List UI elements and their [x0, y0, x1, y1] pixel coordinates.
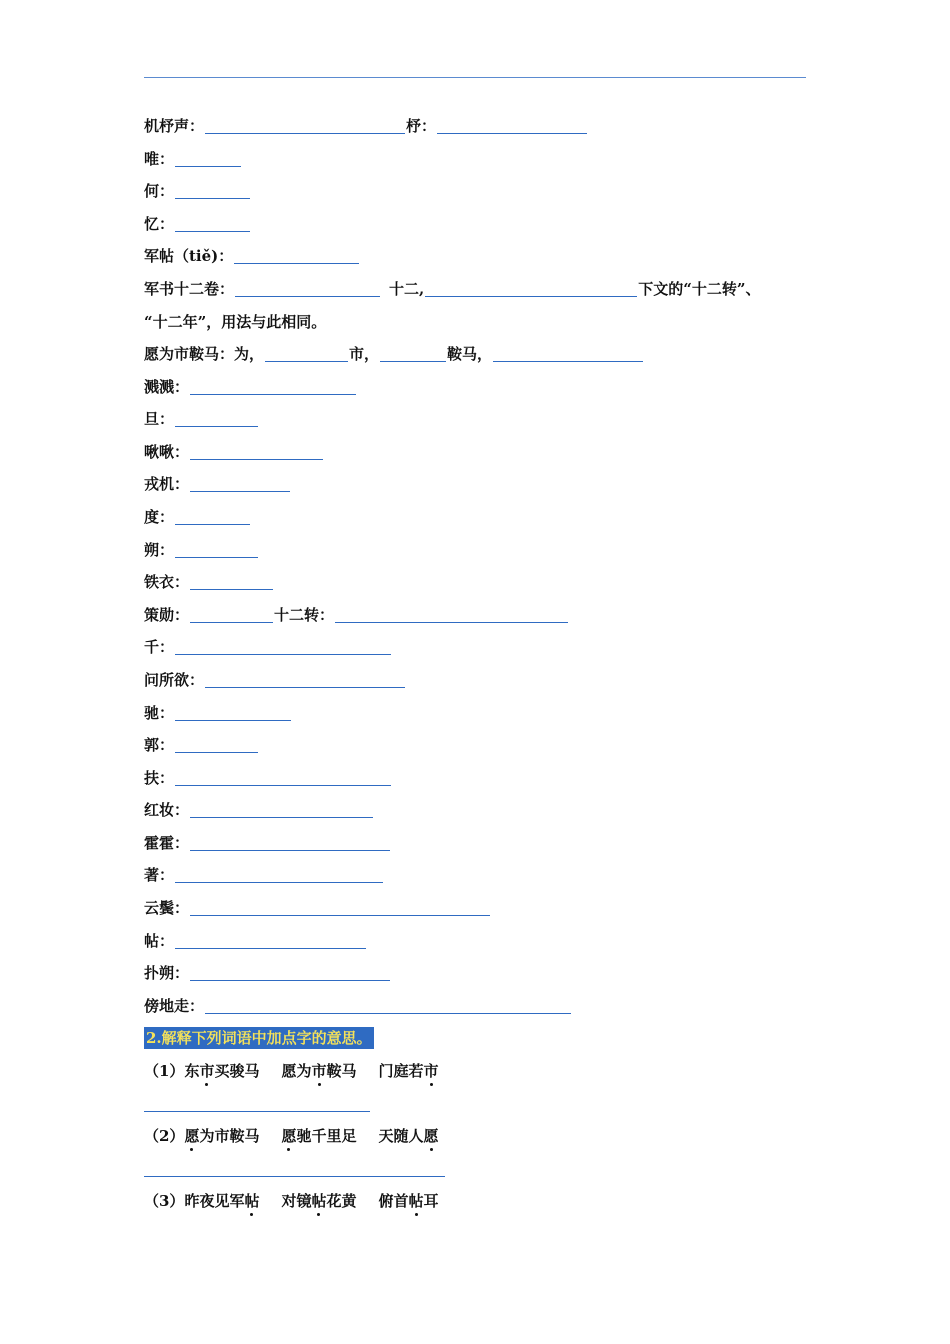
question-number: （3） [144, 1192, 185, 1210]
phrase-text: 耳 [423, 1192, 439, 1210]
term-label: 度： [144, 508, 175, 526]
term-label: 戎机： [144, 475, 190, 493]
answer-blank[interactable] [175, 181, 250, 199]
vocab-row [144, 637, 392, 659]
answer-blank[interactable] [235, 279, 380, 297]
vocab-row-continued [144, 312, 326, 334]
term-label: 军书十二卷： [144, 280, 235, 298]
vocab-row [144, 507, 251, 529]
vocab-row [144, 865, 384, 887]
dotted-char: 市 [423, 1062, 439, 1080]
question-1 [144, 1061, 439, 1081]
vocab-row [144, 670, 406, 692]
answer-line[interactable] [144, 1176, 445, 1177]
answer-blank[interactable] [175, 540, 258, 558]
note-text: “十二年”，用法与此相同。 [144, 313, 327, 331]
answer-blank[interactable] [175, 768, 391, 786]
dotted-char: 市 [199, 1062, 215, 1080]
term-label: 十二转： [274, 606, 335, 624]
dotted-char: 帖 [311, 1192, 327, 1210]
vocab-row [144, 246, 360, 268]
answer-line[interactable] [144, 1111, 370, 1112]
dotted-char: 帖 [408, 1192, 424, 1210]
phrase-text: 花黄 [326, 1192, 357, 1210]
question-3 [144, 1191, 439, 1211]
answer-blank[interactable] [493, 344, 643, 362]
term-label: 著： [144, 866, 175, 884]
term-label: 啾啾： [144, 443, 190, 461]
answer-blank[interactable] [175, 214, 250, 232]
term-label: 机杼声： [144, 117, 205, 135]
answer-blank[interactable] [425, 279, 637, 297]
answer-blank[interactable] [190, 898, 490, 916]
answer-blank[interactable] [190, 963, 390, 981]
term-label: 市， [349, 345, 380, 363]
term-label: 军帖（tiě)： [144, 247, 234, 265]
dotted-char: 愿 [423, 1127, 439, 1145]
dotted-char: 愿 [281, 1127, 297, 1145]
question-number: （1） [144, 1062, 185, 1080]
question-number: （2） [144, 1127, 185, 1145]
term-label: 扶： [144, 769, 175, 787]
phrase-text: 昨夜见军 [184, 1192, 245, 1210]
term-label: 云鬓： [144, 899, 190, 917]
answer-blank[interactable] [205, 996, 571, 1014]
answer-blank[interactable] [437, 116, 587, 134]
term-label: 千： [144, 638, 175, 656]
vocab-row [144, 540, 259, 562]
vocab-row [144, 377, 357, 399]
answer-blank[interactable] [380, 344, 446, 362]
vocab-row [144, 572, 274, 594]
answer-blank[interactable] [175, 703, 291, 721]
vocab-row [144, 996, 572, 1018]
term-label: 旦： [144, 410, 175, 428]
phrase-text: 对镜 [281, 1192, 312, 1210]
vocab-row [144, 181, 251, 203]
answer-blank[interactable] [205, 116, 405, 134]
term-label: 帖： [144, 932, 175, 950]
vocab-row [144, 898, 491, 920]
phrase-text: 门庭若 [378, 1062, 424, 1080]
phrase-text: 鞍马 [326, 1062, 357, 1080]
term-label: 愿为市鞍马：为， [144, 345, 265, 363]
term-label: 扑朔： [144, 964, 190, 982]
answer-blank[interactable] [175, 409, 258, 427]
term-label: 唯： [144, 150, 175, 168]
vocab-row [144, 605, 569, 627]
vocab-row [144, 768, 392, 790]
vocab-row [144, 735, 259, 757]
term-label: 溅溅： [144, 378, 190, 396]
vocab-row [144, 931, 367, 953]
answer-blank[interactable] [175, 637, 391, 655]
answer-blank[interactable] [234, 246, 359, 264]
answer-blank[interactable] [175, 149, 241, 167]
phrase-text: 东 [184, 1062, 200, 1080]
term-label: 铁衣： [144, 573, 190, 591]
answer-blank[interactable] [190, 800, 373, 818]
vocab-row [144, 149, 242, 171]
vocab-row [144, 279, 761, 301]
vocab-row [144, 116, 588, 138]
dotted-char: 愿 [184, 1127, 200, 1145]
term-label: 鞍马， [447, 345, 493, 363]
vocab-row [144, 214, 251, 236]
vocab-row [144, 703, 292, 725]
answer-blank[interactable] [190, 605, 273, 623]
section-heading: 2.解释下列词语中加点字的意思。 [146, 1029, 372, 1047]
phrase-text: 驰千里足 [296, 1127, 357, 1145]
term-label: 忆： [144, 215, 175, 233]
note-text: 下文的“十二转”、 [638, 280, 761, 298]
answer-blank[interactable] [190, 442, 323, 460]
answer-blank[interactable] [175, 735, 258, 753]
term-label: 问所欲： [144, 671, 205, 689]
answer-blank[interactable] [175, 865, 383, 883]
dotted-char: 市 [311, 1062, 327, 1080]
phrase-text: 买骏马 [214, 1062, 260, 1080]
vocab-row [144, 344, 644, 366]
answer-blank[interactable] [190, 377, 356, 395]
dotted-char: 帖 [244, 1192, 260, 1210]
question-2 [144, 1126, 439, 1146]
phrase-text: 天随人 [378, 1127, 424, 1145]
term-label: 红妆： [144, 801, 190, 819]
term-label: 驰： [144, 704, 175, 722]
answer-blank[interactable] [335, 605, 568, 623]
vocab-row [144, 833, 391, 855]
phrase-text: 俯首 [378, 1192, 409, 1210]
term-label: 傍地走： [144, 997, 205, 1015]
answer-blank[interactable] [175, 507, 250, 525]
term-label: 十二, [389, 280, 425, 298]
vocab-row [144, 409, 259, 431]
vocab-row [144, 800, 374, 822]
answer-blank[interactable] [190, 833, 390, 851]
answer-blank[interactable] [205, 670, 405, 688]
answer-blank[interactable] [175, 931, 366, 949]
term-label: 朔： [144, 541, 175, 559]
term-label: 郭： [144, 736, 175, 754]
vocab-row [144, 963, 391, 985]
phrase-text: 为市鞍马 [199, 1127, 260, 1145]
term-label: 策勋： [144, 606, 190, 624]
answer-blank[interactable] [265, 344, 348, 362]
phrase-text: 愿为 [281, 1062, 312, 1080]
term-label: 何： [144, 182, 175, 200]
vocab-row [144, 442, 324, 464]
term-label: 杼： [406, 117, 437, 135]
answer-blank[interactable] [190, 474, 290, 492]
header-rule [144, 77, 806, 78]
answer-blank[interactable] [190, 572, 273, 590]
vocab-row [144, 474, 291, 496]
term-label: 霍霍： [144, 834, 190, 852]
